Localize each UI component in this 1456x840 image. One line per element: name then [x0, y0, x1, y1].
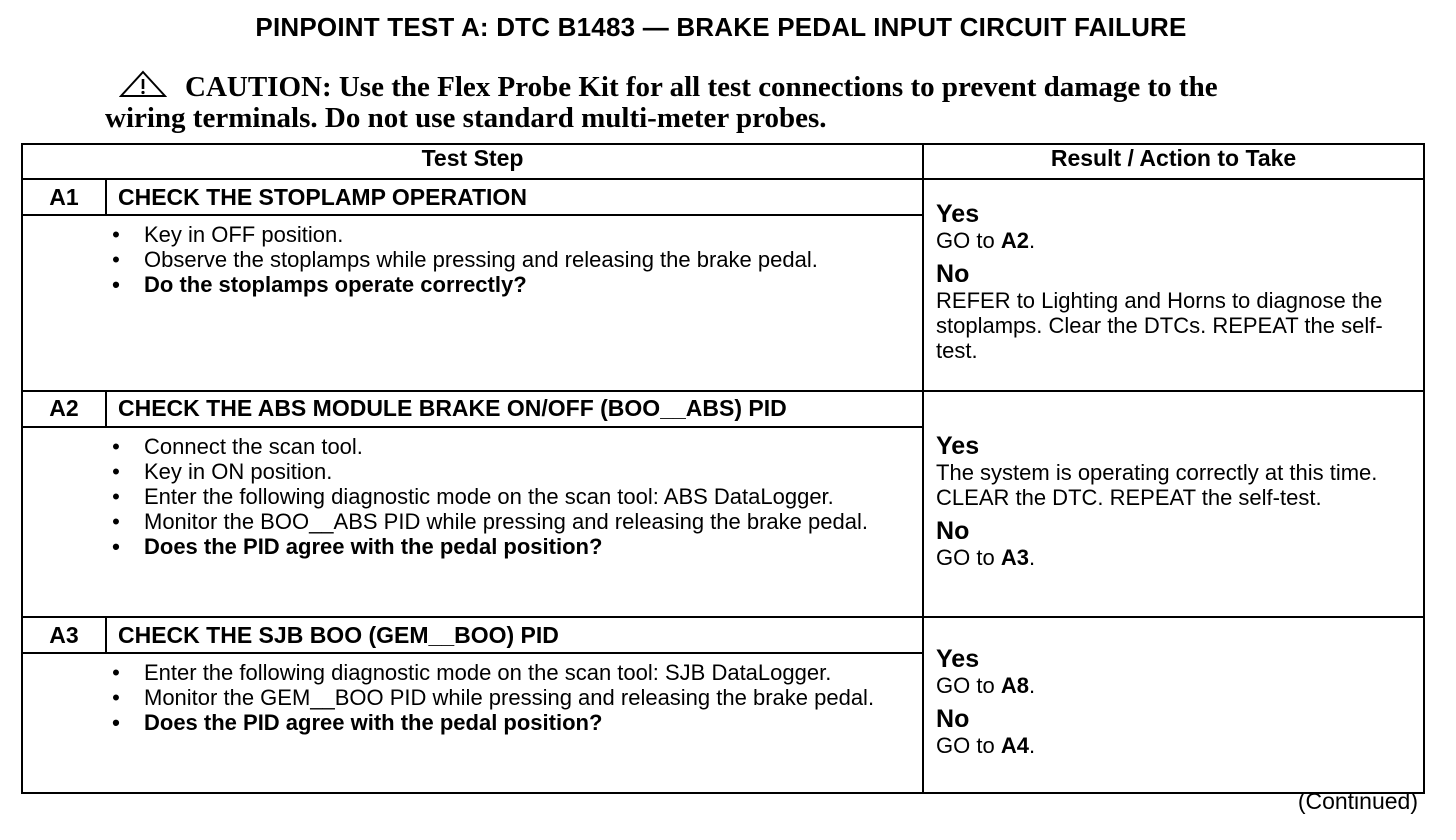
no-label: No: [936, 705, 970, 733]
yes-label: Yes: [936, 645, 980, 673]
no-label: No: [936, 516, 970, 545]
no-action: GO to A4.: [936, 733, 1036, 758]
warning-triangle-icon: [119, 70, 167, 98]
step-a2-instructions: [106, 427, 923, 617]
step-indent-cell: [22, 215, 106, 391]
step-id: A1: [22, 179, 106, 215]
list-item: • Key in ON position.: [112, 458, 333, 484]
header-result: Result / Action to Take: [923, 144, 1424, 179]
step-ref: A8: [1000, 673, 1029, 698]
list-item: • Connect the scan tool.: [112, 433, 363, 459]
table-header-row: [22, 144, 1424, 179]
step-a3-instructions: [106, 653, 923, 793]
step-ref: A3: [1000, 544, 1029, 570]
caution-line-2: wiring terminals. Do not use standard multi-meter probes.: [105, 102, 827, 134]
caution-line-1: CAUTION: Use the Flex Probe Kit for all test connections to prevent damage to the: [185, 71, 1218, 103]
step-a1-result: [923, 179, 1424, 391]
step-ref: A4: [1000, 733, 1029, 758]
step-title: CHECK THE ABS MODULE BRAKE ON/OFF (BOO__ABS) PID: [106, 391, 923, 427]
yes-action: The system is operating correctly at this time. CLEAR the DTC. REPEAT the self-test.: [936, 459, 1378, 510]
caution-note: [105, 70, 1345, 134]
yes-action: GO to A2.: [936, 228, 1036, 253]
no-action: GO to A3.: [936, 544, 1036, 570]
list-item: • Enter the following diagnostic mode on the scan tool: SJB DataLogger.: [112, 660, 832, 686]
list-item: • Enter the following diagnostic mode on the scan tool: ABS DataLogger.: [112, 483, 834, 509]
yes-label: Yes: [936, 431, 980, 460]
continued-note: (Continued): [1297, 788, 1418, 814]
step-a3-result: [923, 617, 1424, 793]
step-question: • Do the stoplamps operate correctly?: [112, 272, 527, 298]
step-title: CHECK THE STOPLAMP OPERATION: [106, 179, 923, 215]
list-item: • Monitor the BOO__ABS PID while pressing and releasing the brake pedal.: [112, 508, 868, 534]
yes-label: Yes: [936, 200, 980, 228]
step-a2-title-row: [22, 391, 1424, 427]
step-a3-title-row: [22, 617, 1424, 653]
step-indent-cell: [22, 427, 106, 617]
list-item: • Key in OFF position.: [112, 222, 344, 248]
step-question: • Does the PID agree with the pedal position?: [112, 533, 603, 559]
yes-action: GO to A8.: [936, 673, 1036, 698]
step-id: A3: [22, 617, 106, 653]
step-indent-cell: [22, 653, 106, 793]
step-a1-title-row: [22, 179, 1424, 215]
page-title: PINPOINT TEST A: DTC B1483 — BRAKE PEDAL INPUT CIRCUIT FAILURE: [255, 12, 1187, 42]
step-a2-result: [923, 391, 1424, 617]
no-label: No: [936, 260, 970, 288]
list-item: • Observe the stoplamps while pressing and releasing the brake pedal.: [112, 247, 818, 273]
step-question: • Does the PID agree with the pedal position?: [112, 710, 603, 736]
header-test-step: Test Step: [22, 144, 923, 179]
no-action: REFER to Lighting and Horns to diagnose the stoplamps. Clear the DTCs. REPEAT the self-test.: [936, 288, 1383, 363]
step-id: A2: [22, 391, 106, 427]
list-item: • Monitor the GEM__BOO PID while pressing and releasing the brake pedal.: [112, 685, 875, 711]
step-ref: A2: [1000, 228, 1029, 253]
step-title: CHECK THE SJB BOO (GEM__BOO) PID: [106, 617, 923, 653]
step-a1-instructions: [106, 215, 923, 391]
pinpoint-test-table: [21, 143, 1425, 794]
